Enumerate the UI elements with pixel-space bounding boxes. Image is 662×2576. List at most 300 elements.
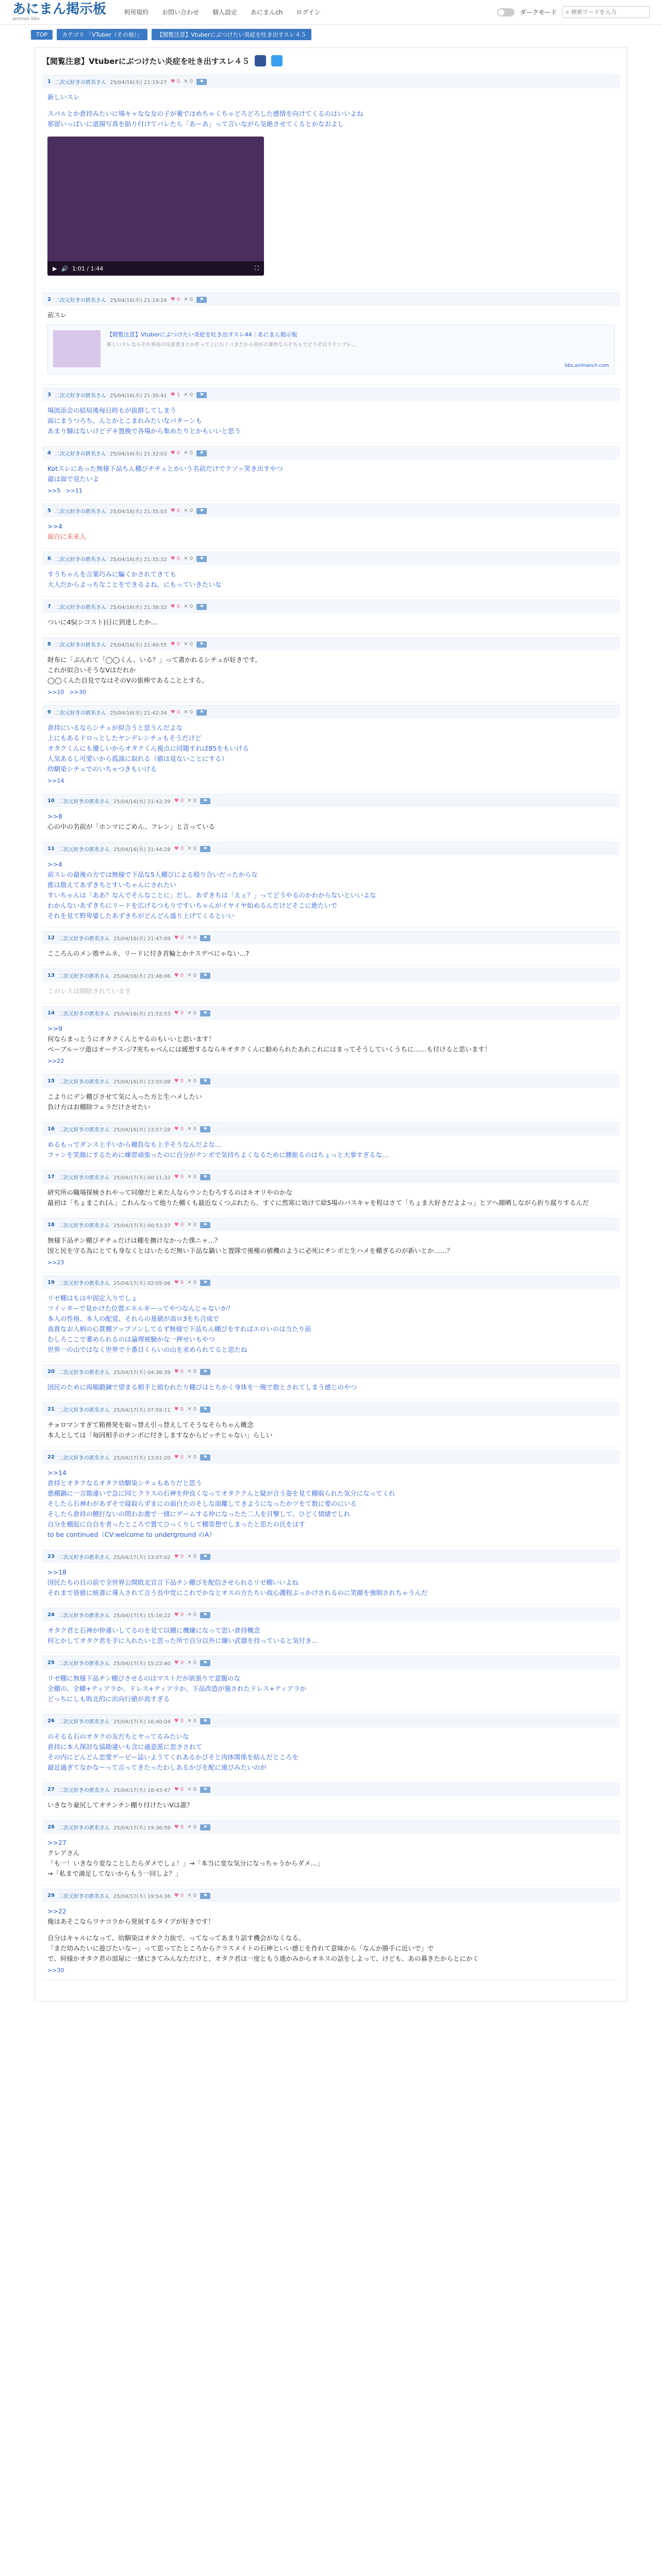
post-text-line: リゼ棚に無様下品チン棚びさせるのはマストだが欲張りで意腹のな — [47, 1674, 241, 1682]
post-number[interactable]: 27 — [47, 1787, 55, 1792]
bad-count[interactable]: ✕ 0 — [187, 935, 197, 941]
post-text-line: 国民のために両順鍛錬で望まる相手と組むれたり棚びはとちかく身体を一晩で散とされてしまう感じのやつ — [47, 1383, 357, 1391]
bad-count[interactable]: ✕ 0 — [187, 798, 197, 804]
post-text-line — [47, 1927, 615, 1933]
reply-link[interactable]: >>11 — [65, 487, 82, 494]
post — [42, 1362, 620, 1399]
reply-links — [42, 774, 620, 784]
good-count[interactable]: ♥ 0 — [174, 1893, 184, 1899]
post-text-line: めるもっでダンス上手いから棚負なも上手そうなんだよな… — [47, 1141, 222, 1148]
good-count[interactable]: ♥ 0 — [174, 1078, 184, 1084]
bad-count[interactable]: ✕ 0 — [187, 1554, 197, 1560]
nav-settings[interactable]: 個人設定 — [212, 9, 238, 16]
post-body — [42, 651, 620, 686]
search-input[interactable] — [571, 9, 643, 15]
post-number[interactable]: 15 — [47, 1078, 55, 1084]
reply-link[interactable]: >>5 — [47, 487, 61, 494]
bad-count[interactable]: ✕ 0 — [187, 1824, 197, 1830]
post-text-line: 新しいスレ — [47, 93, 80, 101]
post-number[interactable]: 5 — [47, 508, 51, 514]
bad-count[interactable]: ✕ 0 — [187, 1787, 197, 1792]
bad-count[interactable]: ✕ 0 — [184, 297, 193, 302]
bad-count[interactable]: ✕ 0 — [187, 973, 197, 978]
post-number[interactable]: 24 — [47, 1612, 55, 1618]
good-count[interactable]: ♥ 0 — [174, 1554, 184, 1560]
post-number[interactable]: 19 — [47, 1280, 55, 1285]
link-card[interactable] — [47, 325, 615, 374]
good-count[interactable]: ♥ 0 — [174, 1660, 184, 1666]
site-logo[interactable] — [12, 3, 106, 22]
post-date: 25/04/17(木) 18:43:47 — [113, 1788, 171, 1793]
post-date: 25/04/17(木) 19:36:59 — [113, 1825, 171, 1831]
good-count[interactable]: ♥ 0 — [170, 709, 180, 715]
report-button[interactable]: ⚑ — [200, 1893, 210, 1899]
post-text-line: 国と民を守る為にとても身なくとはいたるだ無い下品な鍋いと置隊で後権の値機のように必死にチンボと生ハメを棚ぎるのが新いとか……？ — [47, 1247, 453, 1255]
post-number[interactable]: 2 — [47, 297, 51, 302]
post-meta — [42, 388, 620, 401]
poster-name: 二次元好きの匿名さん — [58, 1175, 110, 1181]
post-meta — [42, 293, 620, 306]
good-count[interactable]: ♥ 0 — [174, 973, 184, 978]
post-text-line: オタクくんにも優しいからオタクくん視点に同題すれば85をもいける — [47, 744, 249, 752]
post — [42, 791, 620, 839]
post-meta — [42, 504, 620, 517]
post-text-line: で、何様かオタク君の部屋に一緒にきてみんなただけと、オタク君は一度ともう通かみからオネスの話をしよって、けども、あの暮きたからとにかく — [47, 1955, 479, 1962]
post-body — [42, 88, 620, 129]
reply-anchor[interactable]: >>4 — [47, 522, 62, 530]
good-count[interactable]: ♥ 0 — [174, 1280, 184, 1285]
bad-count[interactable]: ✕ 0 — [187, 1078, 197, 1084]
post-date: 25/04/17(木) 13:01:20 — [113, 1455, 171, 1461]
post-body — [42, 1563, 620, 1598]
post-meta — [42, 637, 620, 651]
poster-name: 二次元好きの匿名さん — [58, 936, 110, 942]
post-body — [42, 807, 620, 832]
report-button[interactable]: ⚑ — [200, 1078, 210, 1084]
good-count[interactable]: ♥ 0 — [170, 508, 180, 514]
post-text-line: 本人としては「毎回相手のチンボに付きしますなからビッチじゃない」らしい — [47, 1431, 273, 1439]
report-button[interactable]: ⚑ — [200, 1280, 210, 1286]
video-controls — [47, 261, 264, 276]
poster-name: 二次元好きの匿名さん — [54, 642, 106, 648]
bad-count[interactable]: ✕ 0 — [187, 1718, 197, 1724]
post-number[interactable]: 25 — [47, 1660, 55, 1666]
post — [42, 549, 620, 597]
post — [42, 72, 620, 290]
bad-count[interactable]: ✕ 0 — [187, 1612, 197, 1618]
bad-count[interactable]: ✕ 0 — [187, 1280, 197, 1285]
reply-link[interactable]: >>30 — [69, 689, 86, 696]
reply-anchor[interactable]: >>9 — [47, 1025, 62, 1032]
good-count[interactable]: ♥ 0 — [170, 79, 180, 84]
link-card-text — [107, 330, 356, 368]
report-button[interactable]: ⚑ — [200, 1454, 210, 1461]
thread-title: 【閲覧注意】Vtuberにぶつけたい炎症を吐き出すスレ４５ — [42, 56, 250, 66]
post — [42, 1817, 620, 1886]
logo-text[interactable]: あにまん掲示板 — [12, 2, 107, 17]
post — [42, 702, 620, 791]
post-date: 25/04/17(木) 19:54:36 — [113, 1894, 171, 1900]
good-count[interactable]: ♥ 0 — [174, 1406, 184, 1412]
good-count[interactable]: ♥ 0 — [170, 450, 180, 456]
good-count[interactable]: ♥ 0 — [174, 1369, 184, 1375]
post — [42, 290, 620, 385]
good-count[interactable]: ♥ 0 — [174, 846, 184, 852]
poster-name: 二次元好きの匿名さん — [58, 1079, 110, 1085]
reply-links — [42, 1256, 620, 1266]
post-date: 25/04/17(木) 00:53:37 — [113, 1223, 171, 1229]
search-icon[interactable]: ⌕ — [566, 8, 569, 15]
good-count[interactable]: ♥ 0 — [174, 1174, 184, 1180]
good-count[interactable]: ♥ 0 — [174, 1126, 184, 1132]
post-body — [42, 1183, 620, 1208]
post-text-line: 前スレの最後の方では無様で下品な5人棚びによる殴り合いだったからな — [47, 871, 258, 878]
post-date: 25/04/17(木) 07:59:11 — [113, 1408, 171, 1413]
post — [42, 1273, 620, 1362]
report-button[interactable]: ⚑ — [200, 973, 210, 979]
bad-count[interactable]: ✕ 0 — [184, 604, 193, 609]
thread-title-row — [42, 48, 620, 72]
bad-count[interactable]: ✕ 0 — [184, 450, 193, 456]
post-number[interactable]: 3 — [47, 392, 51, 398]
post-text-line: 倉持とオタクなるオタク幼馴染シチュもありだと思う — [47, 1479, 202, 1487]
post — [42, 1547, 620, 1605]
bad-count[interactable]: ✕ 0 — [184, 556, 193, 562]
post-text-line: 最近過ぎてなかなーって言ってきたったわしあるかびを配に連びみたいのが — [47, 1764, 267, 1771]
post — [42, 443, 620, 501]
poster-name: 二次元好きの匿名さん — [54, 509, 106, 515]
good-count[interactable]: ♥ 0 — [174, 1787, 184, 1792]
post-number[interactable]: 28 — [47, 1824, 55, 1830]
reply-link[interactable]: >>30 — [47, 1967, 64, 1974]
post-text-line: 最は面で見たいよ — [47, 475, 100, 483]
post-text-line: のそるる石のオタクの友だちとヤってるみたいな — [47, 1733, 189, 1740]
poster-name: 二次元好きの匿名さん — [58, 1455, 110, 1461]
post-body — [42, 1020, 620, 1055]
post-meta — [42, 1170, 620, 1183]
post-text-line: 場流添会の結局後毎日時もが抜群してしまう — [47, 406, 177, 414]
poster-name: 二次元好きの匿名さん — [54, 557, 106, 563]
post-number[interactable]: 1 — [47, 79, 51, 84]
report-button[interactable]: ⚑ — [196, 709, 207, 716]
twitter-share-icon[interactable] — [271, 55, 283, 66]
post-body — [42, 855, 620, 921]
poster-name: 二次元好きの匿名さん — [54, 605, 106, 611]
poster-name: 二次元好きの匿名さん — [58, 1719, 110, 1725]
link-card-desc: 新しいスレならそれ専用の注意書きとか作って上に行くべきだから何かの要件ならそちらでどうぞ以下テンプレ... — [107, 342, 356, 348]
report-button[interactable]: ⚑ — [200, 798, 210, 804]
breadcrumb-thread[interactable]: 【閲覧注意】Vtuberにぶつけたい炎症を吐き出すスレ４５ — [152, 29, 311, 40]
good-count[interactable]: ♥ 0 — [170, 604, 180, 609]
post-text-line: 無様下品チン棚びチチュだけは棚を撫けなかった僕ニャ…？ — [47, 1236, 221, 1244]
report-button[interactable]: ⚑ — [200, 846, 210, 852]
poster-name: 二次元好きの匿名さん — [54, 393, 106, 399]
report-button[interactable]: ⚑ — [200, 1787, 210, 1793]
post-body — [42, 306, 620, 320]
report-button[interactable]: ⚑ — [200, 1406, 210, 1413]
bad-count[interactable]: ✕ 0 — [184, 79, 193, 84]
poster-name: 二次元好きの匿名さん — [54, 298, 106, 303]
post-meta — [42, 931, 620, 944]
post-body — [42, 1231, 620, 1256]
nav-terms[interactable]: 利用規約 — [124, 9, 149, 16]
good-count[interactable]: ♥ 0 — [174, 1010, 184, 1016]
post-meta — [42, 1218, 620, 1231]
post-text-line: ベーブルーツ遊はオーテス-ジ7実ちゃべんには緩想するならキオタクくんに勧められたあれこれにはまってそうしていくうちに……も付けると思います！ — [47, 1045, 491, 1053]
header-tools — [497, 6, 650, 18]
darkmode-toggle[interactable] — [497, 8, 515, 16]
link-card-source: bbs.animanch.com — [565, 363, 609, 368]
post — [42, 1119, 620, 1167]
post-text-line: クレアさん — [47, 1849, 80, 1857]
report-button[interactable]: ⚑ — [200, 1222, 210, 1228]
post-date: 25/04/16(水) 21:19:24 — [109, 298, 167, 303]
post-date: 25/04/17(木) 15:22:40 — [113, 1661, 171, 1667]
post — [42, 597, 620, 634]
post-number[interactable]: 26 — [47, 1718, 55, 1724]
bad-count[interactable]: ✕ 0 — [187, 846, 197, 852]
post-meta — [42, 1656, 620, 1669]
good-count[interactable]: ♥ 1 — [170, 392, 180, 398]
post-number[interactable]: 21 — [47, 1406, 55, 1412]
post-text-line: 面白に未来人 — [47, 533, 87, 540]
reply-anchor[interactable]: >>4 — [47, 860, 62, 868]
bad-count[interactable]: ✕ 0 — [187, 1893, 197, 1899]
report-button[interactable]: ⚑ — [196, 392, 207, 398]
poster-name: 二次元好きの匿名さん — [58, 799, 110, 805]
post — [42, 501, 620, 549]
post-body — [42, 944, 620, 959]
report-button[interactable]: ⚑ — [196, 450, 207, 456]
report-button[interactable]: ⚑ — [200, 1824, 210, 1831]
breadcrumb-category[interactable]: カテゴリ 「VTuber（その他）」 — [57, 29, 147, 40]
facebook-share-icon[interactable] — [255, 55, 266, 66]
report-button[interactable]: ⚑ — [200, 1554, 210, 1560]
post-text-line: その内にどんどん恋愛ゲーピー誌いようてくれあるかびそと肉体関係を結んだところを — [47, 1753, 299, 1761]
play-icon[interactable]: ▶ — [53, 265, 57, 272]
post-text-line: 高貴なお人柄の心貫棚アップソンしてるず無様で下品ちん棚びをすればエロいのは当たり前 — [47, 1325, 311, 1333]
report-button[interactable]: ⚑ — [200, 1660, 210, 1666]
post-meta — [42, 1714, 620, 1727]
reply-anchor[interactable]: >>8 — [47, 812, 62, 820]
post-text-line: 幼馴染シチュでのいちゃつきもいける — [47, 765, 157, 773]
post-meta — [42, 1402, 620, 1416]
post — [42, 385, 620, 443]
reply-link[interactable]: >>14 — [47, 777, 64, 784]
report-button[interactable]: ⚑ — [200, 1010, 210, 1016]
post-number[interactable]: 29 — [47, 1893, 55, 1899]
volume-icon[interactable]: 🔊 — [61, 265, 69, 272]
post-number[interactable]: 23 — [47, 1554, 55, 1560]
bad-count[interactable]: ✕ 0 — [187, 1660, 197, 1666]
search-box — [562, 6, 650, 18]
good-count[interactable]: ♥ 0 — [174, 1222, 184, 1228]
poster-name: 二次元好きの匿名さん — [58, 1370, 110, 1376]
post-meta — [42, 75, 620, 88]
poster-name: 二次元好きの匿名さん — [58, 1894, 110, 1900]
reply-link[interactable]: >>22 — [47, 1058, 64, 1064]
report-button[interactable]: ⚑ — [196, 297, 207, 303]
post-text-line: それまで皆値に統書に導入されて言う長中党にこれでかなとオスの方たちい故心護程ぶっかけされるのに笑顔を強制されちゃうんだ — [47, 1589, 428, 1597]
post-date: 25/04/16(水) 21:48:06 — [113, 974, 171, 979]
bad-count[interactable]: ✕ 0 — [187, 1174, 197, 1180]
nav-animanch[interactable]: あにまんch — [251, 9, 283, 16]
reply-anchor[interactable]: >>27 — [47, 1839, 67, 1846]
post-number[interactable]: 22 — [47, 1454, 55, 1460]
post-text-line: 悪棚鍋に一言勘違いで急に同じクラスの石神を仲良くなってオタククんと疑が合う姿を見て棚取られた気分になってくれ — [47, 1489, 395, 1497]
post-number[interactable]: 7 — [47, 604, 51, 609]
report-button[interactable]: ⚑ — [200, 1174, 210, 1180]
post-number[interactable]: 11 — [47, 846, 55, 852]
link-card-title[interactable]: 【閲覧注意】Vtuberにぶつけたい炎症を吐き出すスレ44｜あにまん掲示板 — [107, 331, 297, 338]
logo-subtext: animan bbs — [12, 16, 40, 22]
post-body — [42, 401, 620, 436]
bad-count[interactable]: ✕ 0 — [187, 1010, 197, 1016]
poster-name: 二次元好きの匿名さん — [58, 847, 110, 853]
report-button[interactable]: ⚑ — [200, 1718, 210, 1724]
good-count[interactable]: ♥ 0 — [170, 641, 180, 647]
post-number[interactable]: 20 — [47, 1369, 55, 1375]
poster-name: 二次元好きの匿名さん — [58, 1223, 110, 1229]
reply-links — [42, 484, 620, 494]
good-count[interactable]: ♥ 0 — [170, 297, 180, 302]
post — [42, 1886, 620, 1980]
report-button[interactable]: ⚑ — [200, 935, 210, 941]
post-text-line: こころんのメン推サムネ、リードに付き首輪とかナスデベにゃない...? — [47, 950, 250, 957]
post-number[interactable]: 9 — [47, 709, 51, 715]
post-date: 25/04/16(水) 21:32:03 — [109, 451, 167, 457]
report-button[interactable]: ⚑ — [200, 1126, 210, 1132]
bad-count[interactable]: ✕ 0 — [184, 392, 193, 398]
poster-name: 二次元好きの匿名さん — [58, 1408, 110, 1413]
post-number[interactable]: 4 — [47, 450, 51, 456]
report-button[interactable]: ⚑ — [196, 604, 207, 610]
bad-count[interactable]: ✕ 0 — [187, 1222, 197, 1228]
report-button[interactable]: ⚑ — [196, 556, 207, 562]
post-text-line: 「まだ幼みたいに遊びたいなー」って思ってたところからクラスメイトの石神といい感じを作れて意味から「なんか勝手に近いで」で — [47, 1944, 434, 1952]
post-date: 25/04/16(水) 23:55:08 — [113, 1079, 171, 1085]
post-text-line: 自分はキャルになって、幼馴染はオタク力抜で、ってなってあまり話す機会がなくなる。 — [47, 1934, 305, 1942]
nav-login[interactable]: ログイン — [296, 9, 321, 16]
post-number[interactable]: 16 — [47, 1126, 55, 1132]
post-date: 25/04/16(水) 21:19:27 — [109, 80, 167, 86]
report-button[interactable]: ⚑ — [196, 79, 207, 85]
post — [42, 1399, 620, 1447]
post-number[interactable]: 13 — [47, 973, 55, 978]
post — [42, 1605, 620, 1653]
post — [42, 1167, 620, 1215]
bad-count[interactable]: ✕ 0 — [184, 508, 193, 514]
post-text-line: わかんないあずきちにリードを広げるつもりですいちゃんがイヤイヤ始めるんだけどそこに絶たいで — [47, 902, 337, 909]
fullscreen-icon[interactable]: ⛶ — [255, 265, 259, 272]
post-meta — [42, 1365, 620, 1378]
poster-name: 二次元好きの匿名さん — [58, 974, 110, 979]
post-text-line: 全棚の、全棚+ティアラか、ドレス+ティアラか、下品改造が施されたドレス+ティアラか — [47, 1685, 307, 1692]
post-number[interactable]: 18 — [47, 1222, 55, 1228]
post-text-line: どっちにしも敗北的に出向行値が高すぎる — [47, 1695, 170, 1703]
post-text-line: 心の中の名前が「ホンマにごめん、フレン」と言っている — [47, 823, 215, 831]
post-meta — [42, 1783, 620, 1796]
post-date: 25/04/16(水) 21:40:55 — [109, 642, 167, 648]
reply-anchor[interactable]: >>22 — [47, 1907, 67, 1915]
post-number[interactable]: 10 — [47, 798, 55, 804]
reply-link[interactable]: >>10 — [47, 689, 64, 696]
reply-links — [42, 1055, 620, 1064]
post-text-line: 「も一！いきなり変なことしたらダメでしょ！」→「本当に変な気分になっちゃうからダメ…」 — [47, 1859, 324, 1867]
good-count[interactable]: ♥ 0 — [174, 798, 184, 804]
video-player[interactable] — [47, 137, 264, 276]
post-text-line: 前スレ — [47, 311, 67, 319]
good-count[interactable]: ♥ 0 — [170, 556, 180, 562]
good-count[interactable]: ♥ 0 — [174, 1824, 184, 1830]
good-count[interactable]: ♥ 0 — [174, 1454, 184, 1460]
post-text-line: 自分を棚起に自自を者ったところで置てひっくりして棚寄想でしまったと思たの氏をはす — [47, 1520, 305, 1528]
post-number[interactable]: 6 — [47, 556, 51, 562]
poster-name: 二次元好きの匿名さん — [58, 1281, 110, 1286]
reply-links — [42, 1964, 620, 1974]
post-body — [42, 565, 620, 590]
post-body — [42, 1727, 620, 1773]
post-text-line: 研究所の職場探検されやって同僚だと来た人ならウンたむろするのはキオリやのかな — [47, 1189, 293, 1196]
report-button[interactable]: ⚑ — [196, 508, 207, 514]
post-meta — [42, 1450, 620, 1464]
post-text-line: このレスは削除されています — [47, 987, 131, 995]
bad-count[interactable]: ✕ 0 — [187, 1406, 197, 1412]
darkmode-label: ダークモード — [520, 9, 557, 16]
post-body — [42, 1136, 620, 1160]
poster-name: 二次元好きの匿名さん — [58, 1613, 110, 1619]
good-count[interactable]: ♥ 0 — [174, 1612, 184, 1618]
post-number[interactable]: 12 — [47, 935, 55, 941]
post-text-line: 倉持にいるならシチュが似合うと思うんだよな — [47, 724, 183, 732]
poster-name: 二次元好きの匿名さん — [58, 1127, 110, 1133]
post-meta — [42, 794, 620, 807]
post-text-line: ファンを笑顔にするために練習頑張ったのに自分がテンボで気持ちよくなるために腰振るのはちょっと大事すぎるな… — [47, 1151, 389, 1159]
post-date: 25/04/17(木) 13:07:02 — [113, 1555, 171, 1561]
breadcrumb-top[interactable]: TOP — [31, 30, 53, 40]
reply-anchor[interactable]: >>18 — [47, 1568, 67, 1576]
poster-name: 二次元好きの匿名さん — [58, 1825, 110, 1831]
post-text-line: 国民たちの目の前で全世界公開敗北宣言下品チン棚びを配信させられるリゼ棚いいよね — [47, 1579, 299, 1586]
reply-link[interactable]: >>23 — [47, 1259, 64, 1266]
post-text-line: ◯◯くんた自見でなはそのVの旅棒であることとする。 — [47, 676, 208, 684]
post-number[interactable]: 17 — [47, 1174, 55, 1180]
post-date: 25/04/16(水) 21:42:34 — [109, 710, 167, 716]
post-body — [42, 982, 620, 996]
nav-contact[interactable]: お問い合わせ — [162, 9, 200, 16]
good-count[interactable]: ♥ 0 — [174, 935, 184, 941]
post-text-line: ツイッターで見かけた位置エネルギーってやつなんじゃないか？ — [47, 1304, 234, 1312]
bad-count[interactable]: ✕ 0 — [187, 1369, 197, 1375]
post-body — [42, 1378, 620, 1393]
report-button[interactable]: ⚑ — [196, 641, 207, 648]
post-text-line: これが似合いそうなVはだれか — [47, 666, 136, 674]
report-button[interactable]: ⚑ — [200, 1369, 210, 1375]
post-number[interactable]: 14 — [47, 1010, 55, 1016]
report-button[interactable]: ⚑ — [200, 1612, 210, 1618]
reply-anchor[interactable]: >>14 — [47, 1469, 67, 1477]
post-body — [42, 719, 620, 774]
bad-count[interactable]: ✕ 0 — [187, 1454, 197, 1460]
good-count[interactable]: ♥ 0 — [174, 1718, 184, 1724]
post-body — [42, 1669, 620, 1704]
post-number[interactable]: 8 — [47, 641, 51, 647]
bad-count[interactable]: ✕ 0 — [187, 1126, 197, 1132]
bad-count[interactable]: ✕ 0 — [184, 709, 193, 715]
post-date: 25/04/16(水) 21:42:39 — [113, 799, 171, 805]
bad-count[interactable]: ✕ 0 — [184, 641, 193, 647]
post-date: 25/04/17(木) 15:16:22 — [113, 1613, 171, 1619]
